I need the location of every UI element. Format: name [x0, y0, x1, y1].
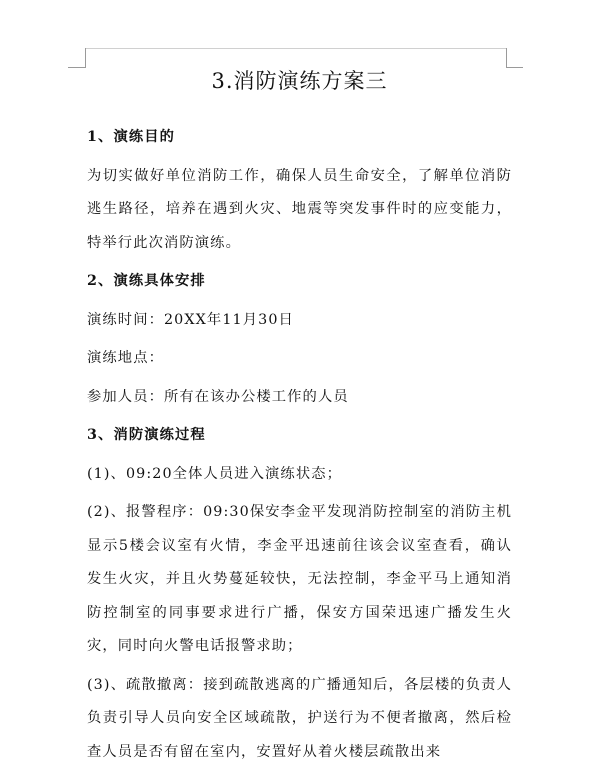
document-title: 3.消防演练方案三: [211, 69, 388, 93]
drill-location-line: 演练地点：: [87, 350, 164, 366]
margin-corner-top-left-h: [68, 67, 85, 68]
purpose-paragraph: 为切实做好单位消防工作，确保人员生命安全，了解单位消防逃生路径，培养在遇到火灾、地震等突发事件时的应变能力，特举行此次消防演练。: [87, 167, 512, 251]
page-top-edge: [85, 48, 507, 49]
participants-line: 参加人员：所有在该办公楼工作的人员: [87, 388, 349, 405]
document-body: [87, 66, 512, 769]
process-step-2: (2)、报警程序：09:30保安李金平发现消防控制室的消防主机显示5楼会议室有火情，李金平迅速前往该会议室查看，确认发生火灾，并且火势蔓延较快，无法控制，李金平马上通知消防控制室的同事要求进行广播，保安方国荣迅速广播发生火灾，同时向火警电话报警求助；: [87, 504, 512, 654]
section-heading-purpose: 1、演练目的: [87, 129, 176, 145]
process-step-3: (3)、疏散撤离：接到疏散逃离的广播通知后，各层楼的负责人负责引导人员向安全区域疏散，护送行为不便者撤离，然后检查人员是否有留在室内，安置好从着火楼层疏散出来: [87, 676, 512, 760]
section-heading-process: 3、消防演练过程: [87, 427, 206, 443]
process-step-1: (1)、09:20全体人员进入演练状态；: [87, 465, 343, 482]
margin-corner-top-left-v: [85, 48, 86, 68]
section-heading-arrangement: 2、演练具体安排: [87, 273, 206, 289]
drill-time-line: 演练时间：20XX年11月30日: [87, 311, 294, 328]
margin-corner-top-right-v: [506, 48, 507, 68]
